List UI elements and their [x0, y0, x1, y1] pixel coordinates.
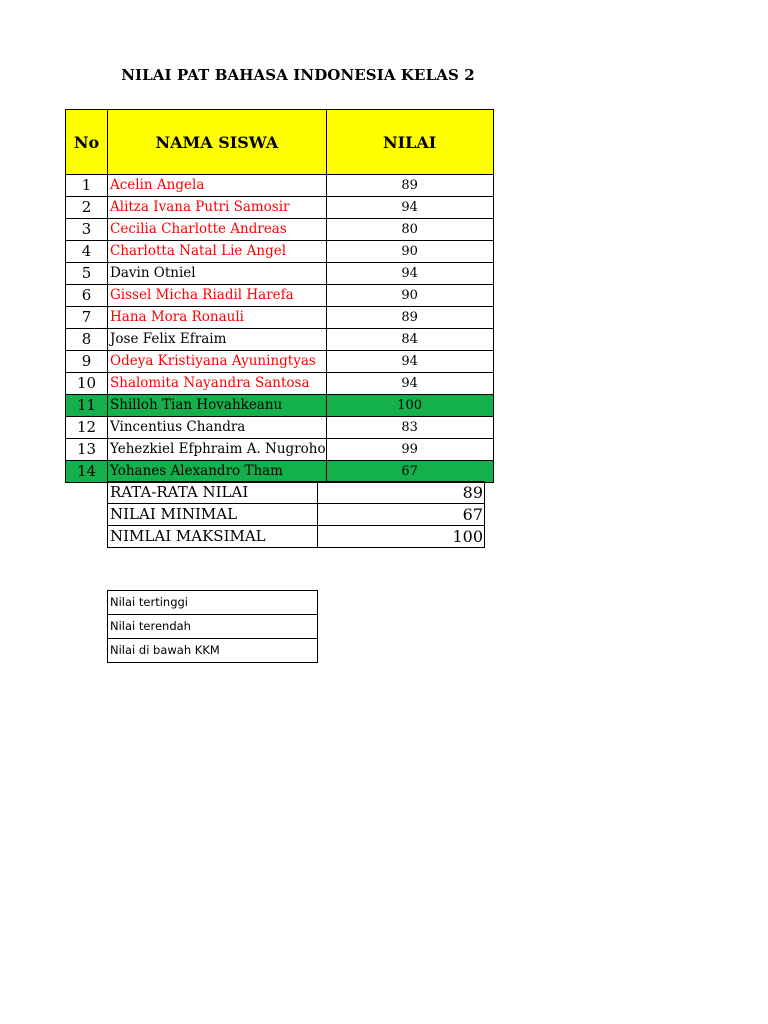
student-name: Shalomita Nayandra Santosa [108, 373, 327, 395]
student-name: Davin Otniel [108, 263, 327, 285]
row-number: 14 [66, 461, 108, 483]
student-score: 89 [326, 307, 493, 329]
student-score: 90 [326, 285, 493, 307]
row-number: 1 [66, 175, 108, 197]
student-score: 94 [326, 373, 493, 395]
student-name: Yehezkiel Efphraim A. Nugroho [108, 439, 327, 461]
row-number: 6 [66, 285, 108, 307]
table-row [66, 307, 494, 329]
table-row [66, 329, 494, 351]
summary-label: RATA-RATA NILAI [108, 482, 318, 504]
table-row [66, 219, 494, 241]
table-row [66, 417, 494, 439]
student-name: Shilloh Tian Hovahkeanu [108, 395, 327, 417]
student-name: Charlotta Natal Lie Angel [108, 241, 327, 263]
table-row [66, 351, 494, 373]
row-number: 2 [66, 197, 108, 219]
student-name: Odeya Kristiyana Ayuningtyas [108, 351, 327, 373]
student-name: Cecilia Charlotte Andreas [108, 219, 327, 241]
student-score: 99 [326, 439, 493, 461]
student-name: Yohanes Alexandro Tham [108, 461, 327, 483]
summary-label: NILAI MINIMAL [108, 504, 318, 526]
summary-value: 89 [318, 482, 485, 504]
legend-label: Nilai di bawah KKM [108, 639, 318, 663]
table-row [66, 395, 494, 417]
summary-value: 100 [318, 526, 485, 548]
student-name: Alitza Ivana Putri Samosir [108, 197, 327, 219]
header-no: No [66, 110, 108, 175]
student-score: 67 [326, 461, 493, 483]
legend-label: Nilai tertinggi [108, 591, 318, 615]
legend-row [108, 639, 318, 663]
score-table [65, 109, 494, 483]
row-number: 7 [66, 307, 108, 329]
row-number: 12 [66, 417, 108, 439]
row-number: 3 [66, 219, 108, 241]
summary-row [108, 526, 485, 548]
student-score: 94 [326, 197, 493, 219]
row-number: 10 [66, 373, 108, 395]
row-number: 9 [66, 351, 108, 373]
table-row [66, 241, 494, 263]
table-header-row [66, 110, 494, 175]
student-name: Gissel Micha Riadil Harefa [108, 285, 327, 307]
legend-label: Nilai terendah [108, 615, 318, 639]
table-row [66, 461, 494, 483]
table-row [66, 285, 494, 307]
row-number: 13 [66, 439, 108, 461]
table-row [66, 197, 494, 219]
legend-row [108, 615, 318, 639]
student-score: 94 [326, 263, 493, 285]
legend-row [108, 591, 318, 615]
student-score: 80 [326, 219, 493, 241]
student-name: Vincentius Chandra [108, 417, 327, 439]
student-name: Hana Mora Ronauli [108, 307, 327, 329]
legend-table [107, 590, 318, 663]
student-score: 84 [326, 329, 493, 351]
student-name: Jose Felix Efraim [108, 329, 327, 351]
student-score: 94 [326, 351, 493, 373]
summary-table [107, 481, 485, 548]
row-number: 11 [66, 395, 108, 417]
student-score: 89 [326, 175, 493, 197]
summary-value: 67 [318, 504, 485, 526]
table-row [66, 373, 494, 395]
table-row [66, 175, 494, 197]
student-score: 83 [326, 417, 493, 439]
row-number: 8 [66, 329, 108, 351]
row-number: 4 [66, 241, 108, 263]
header-score: NILAI [326, 110, 493, 175]
summary-label: NIMLAI MAKSIMAL [108, 526, 318, 548]
header-name: NAMA SISWA [108, 110, 327, 175]
student-name: Acelin Angela [108, 175, 327, 197]
student-score: 90 [326, 241, 493, 263]
student-score: 100 [326, 395, 493, 417]
table-row [66, 263, 494, 285]
summary-row [108, 482, 485, 504]
row-number: 5 [66, 263, 108, 285]
page-title: NILAI PAT BAHASA INDONESIA KELAS 2 [121, 66, 475, 84]
table-row [66, 439, 494, 461]
summary-row [108, 504, 485, 526]
